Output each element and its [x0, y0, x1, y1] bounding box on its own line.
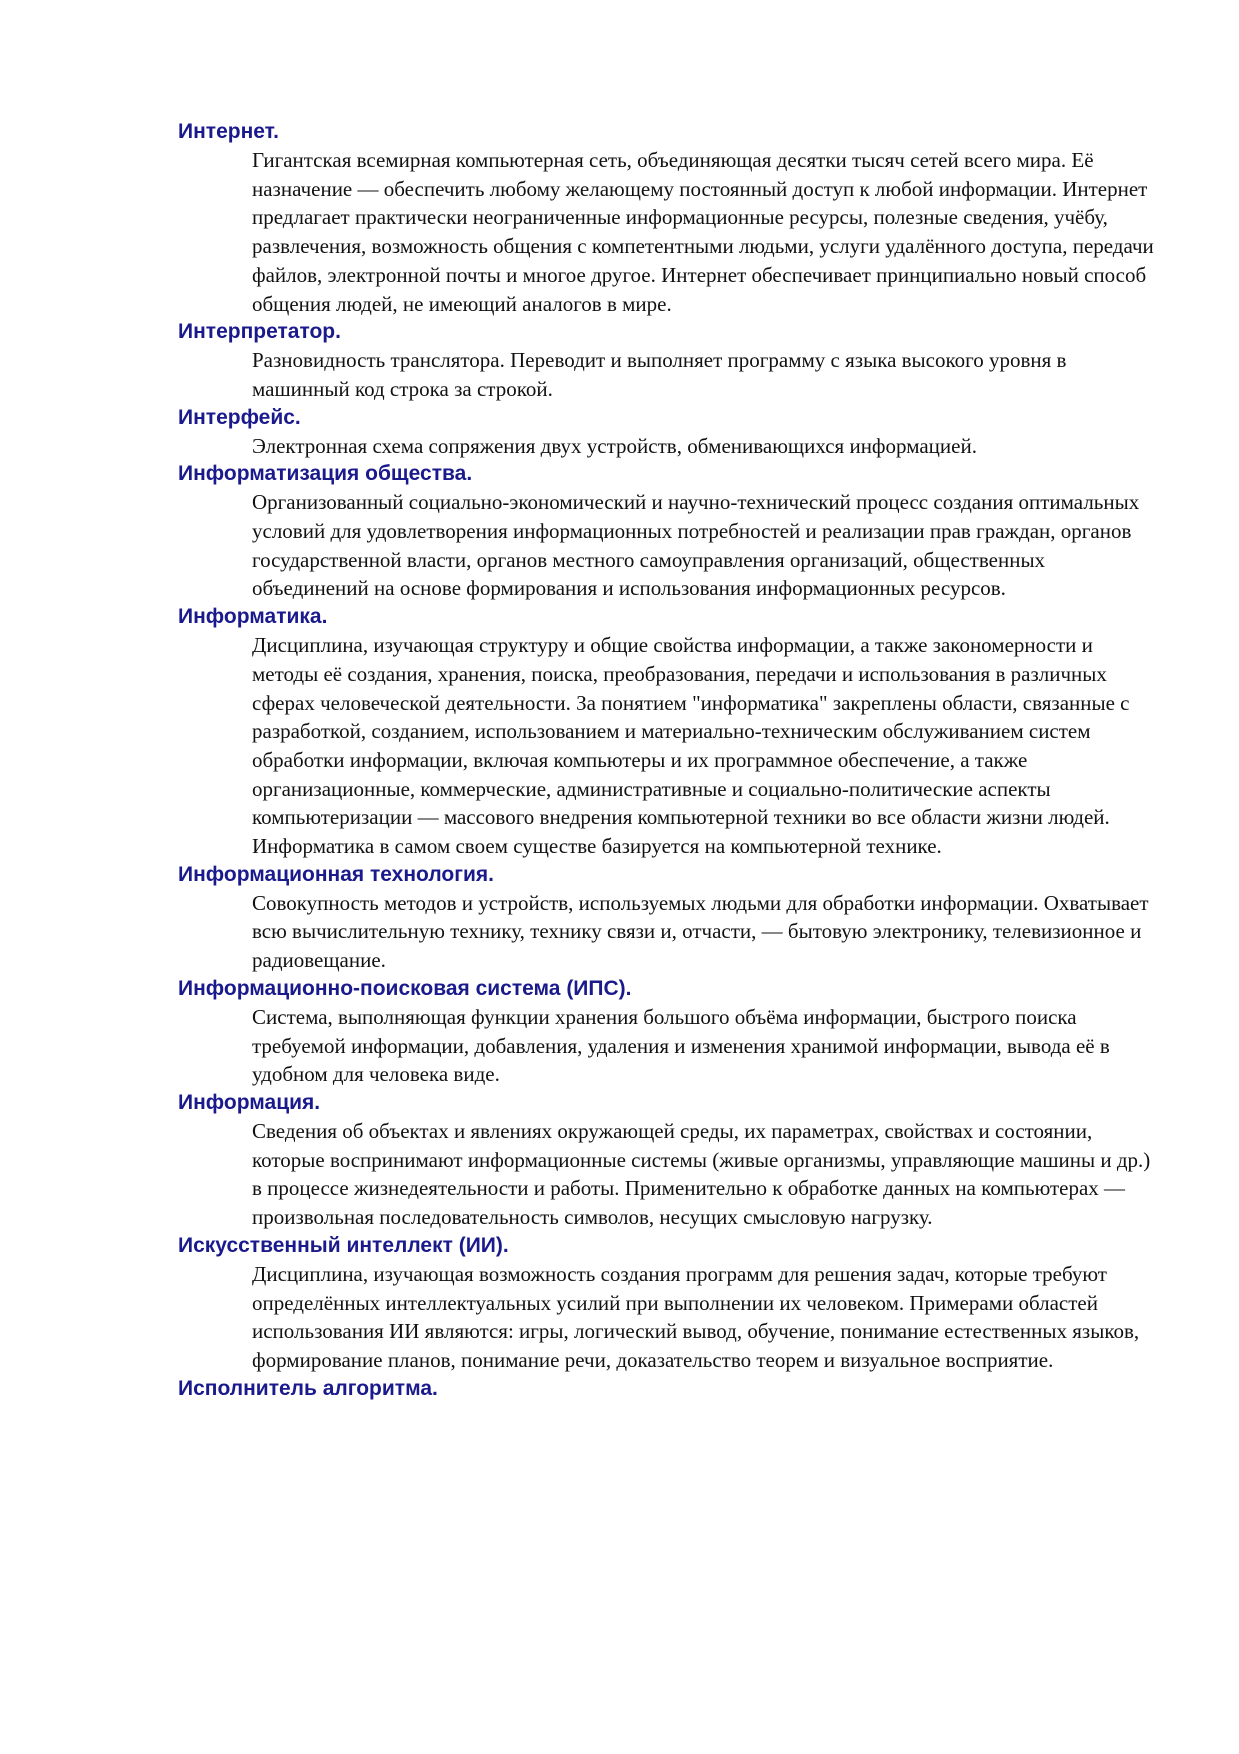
- term-heading: Информационная технология.: [178, 862, 494, 886]
- term-definition: Дисциплина, изучающая структуру и общие свойства информации, а также закономерности и методы её создания, хранения, поиска, преобразования, передачи и использования в различных сферах человеческой деятельности. За понятием "информатика" закреплены области, связанные с разработкой, созданием, использованием и материально-техническим обслуживанием систем обработки информации, включая компьютеры и их программное обеспечение, а также организационные, коммерческие, административные и социально-политические аспекты компьютеризации — массового внедрения компьютерной техники во все области жизни людей. Информатика в самом своем существе базируется на компьютерной технике.: [252, 633, 1130, 859]
- glossary-entry: [178, 404, 1178, 461]
- glossary-entry: [178, 1375, 1178, 1403]
- term-definition: Разновидность транслятора. Переводит и выполняет программу с языка высокого уровня в машинный код строка за строкой.: [252, 348, 1067, 401]
- term-definition: Электронная схема сопряжения двух устройств, обменивающихся информацией.: [252, 433, 977, 458]
- glossary-entry: [178, 861, 1178, 975]
- term-heading: Информатика.: [178, 605, 328, 629]
- glossary: [178, 118, 1178, 1403]
- term-heading: Исполнитель алгоритма.: [178, 1376, 438, 1400]
- glossary-entry: [178, 975, 1178, 1089]
- term-heading: Интерфейс.: [178, 405, 301, 429]
- term-heading: Искусственный интеллект (ИИ).: [178, 1233, 509, 1257]
- term-definition: Гигантская всемирная компьютерная сеть, объединяющая десятки тысяч сетей всего мира. Её назначение — обеспечить любому желающему постоянный доступ к любой информации. Интернет предлагает практически неограниченные информационные ресурсы, полезные сведения, учёбу, развлечения, возможность общения с компетентными людьми, услуги удалённого доступа, передачи файлов, электронной почты и многое другое. Интернет обеспечивает принципиально новый способ общения людей, не имеющий аналогов в мире.: [252, 148, 1154, 316]
- glossary-entry: [178, 1232, 1178, 1375]
- term-heading: Интерпретатор.: [178, 320, 341, 344]
- term-definition: Дисциплина, изучающая возможность создания программ для решения задач, которые требуют определённых интеллектуальных усилий при выполнении их человеком. Примерами областей использования ИИ являются: игры, логический вывод, обучение, понимание естественных языков, формирование планов, понимание речи, доказательство теорем и визуальное восприятие.: [252, 1261, 1140, 1372]
- term-definition: Совокупность методов и устройств, используемых людьми для обработки информации. Охватывает всю вычислительную технику, технику связи и, отчасти, — бытовую электронику, телевизионное и радиовещание.: [252, 890, 1149, 973]
- term-heading: Интернет.: [178, 120, 279, 143]
- term-definition: Сведения об объектах и явлениях окружающей среды, их параметрах, свойствах и состоянии, которые воспринимают информационные системы (живые организмы, управляющие машины и др.) в процессе жизнедеятельности и работы. Применительно к обработке данных на компьютерах — произвольная последовательность символов, несущих смысловую нагрузку.: [252, 1118, 1151, 1230]
- term-heading: Информация.: [178, 1090, 321, 1114]
- glossary-entry: [178, 460, 1178, 603]
- term-heading: Информатизация общества.: [178, 462, 473, 486]
- term-definition: Система, выполняющая функции хранения большого объёма информации, быстрого поиска требуемой информации, добавления, удаления и изменения хранимой информации, вывода её в удобном для человека виде.: [252, 1004, 1110, 1087]
- glossary-entry: [178, 1089, 1178, 1232]
- term-heading: Информационно-поисковая система (ИПС).: [178, 976, 632, 1000]
- term-definition: Организованный социально-экономический и научно-технический процесс создания оптимальных условий для удовлетворения информационных потребностей и реализации прав граждан, органов государственной власти, органов местного самоуправления организаций, общественных объединений на основе формирования и использования информационных ресурсов.: [252, 490, 1140, 601]
- glossary-entry: [178, 318, 1178, 403]
- glossary-entry: [178, 118, 1178, 318]
- glossary-entry: [178, 603, 1178, 861]
